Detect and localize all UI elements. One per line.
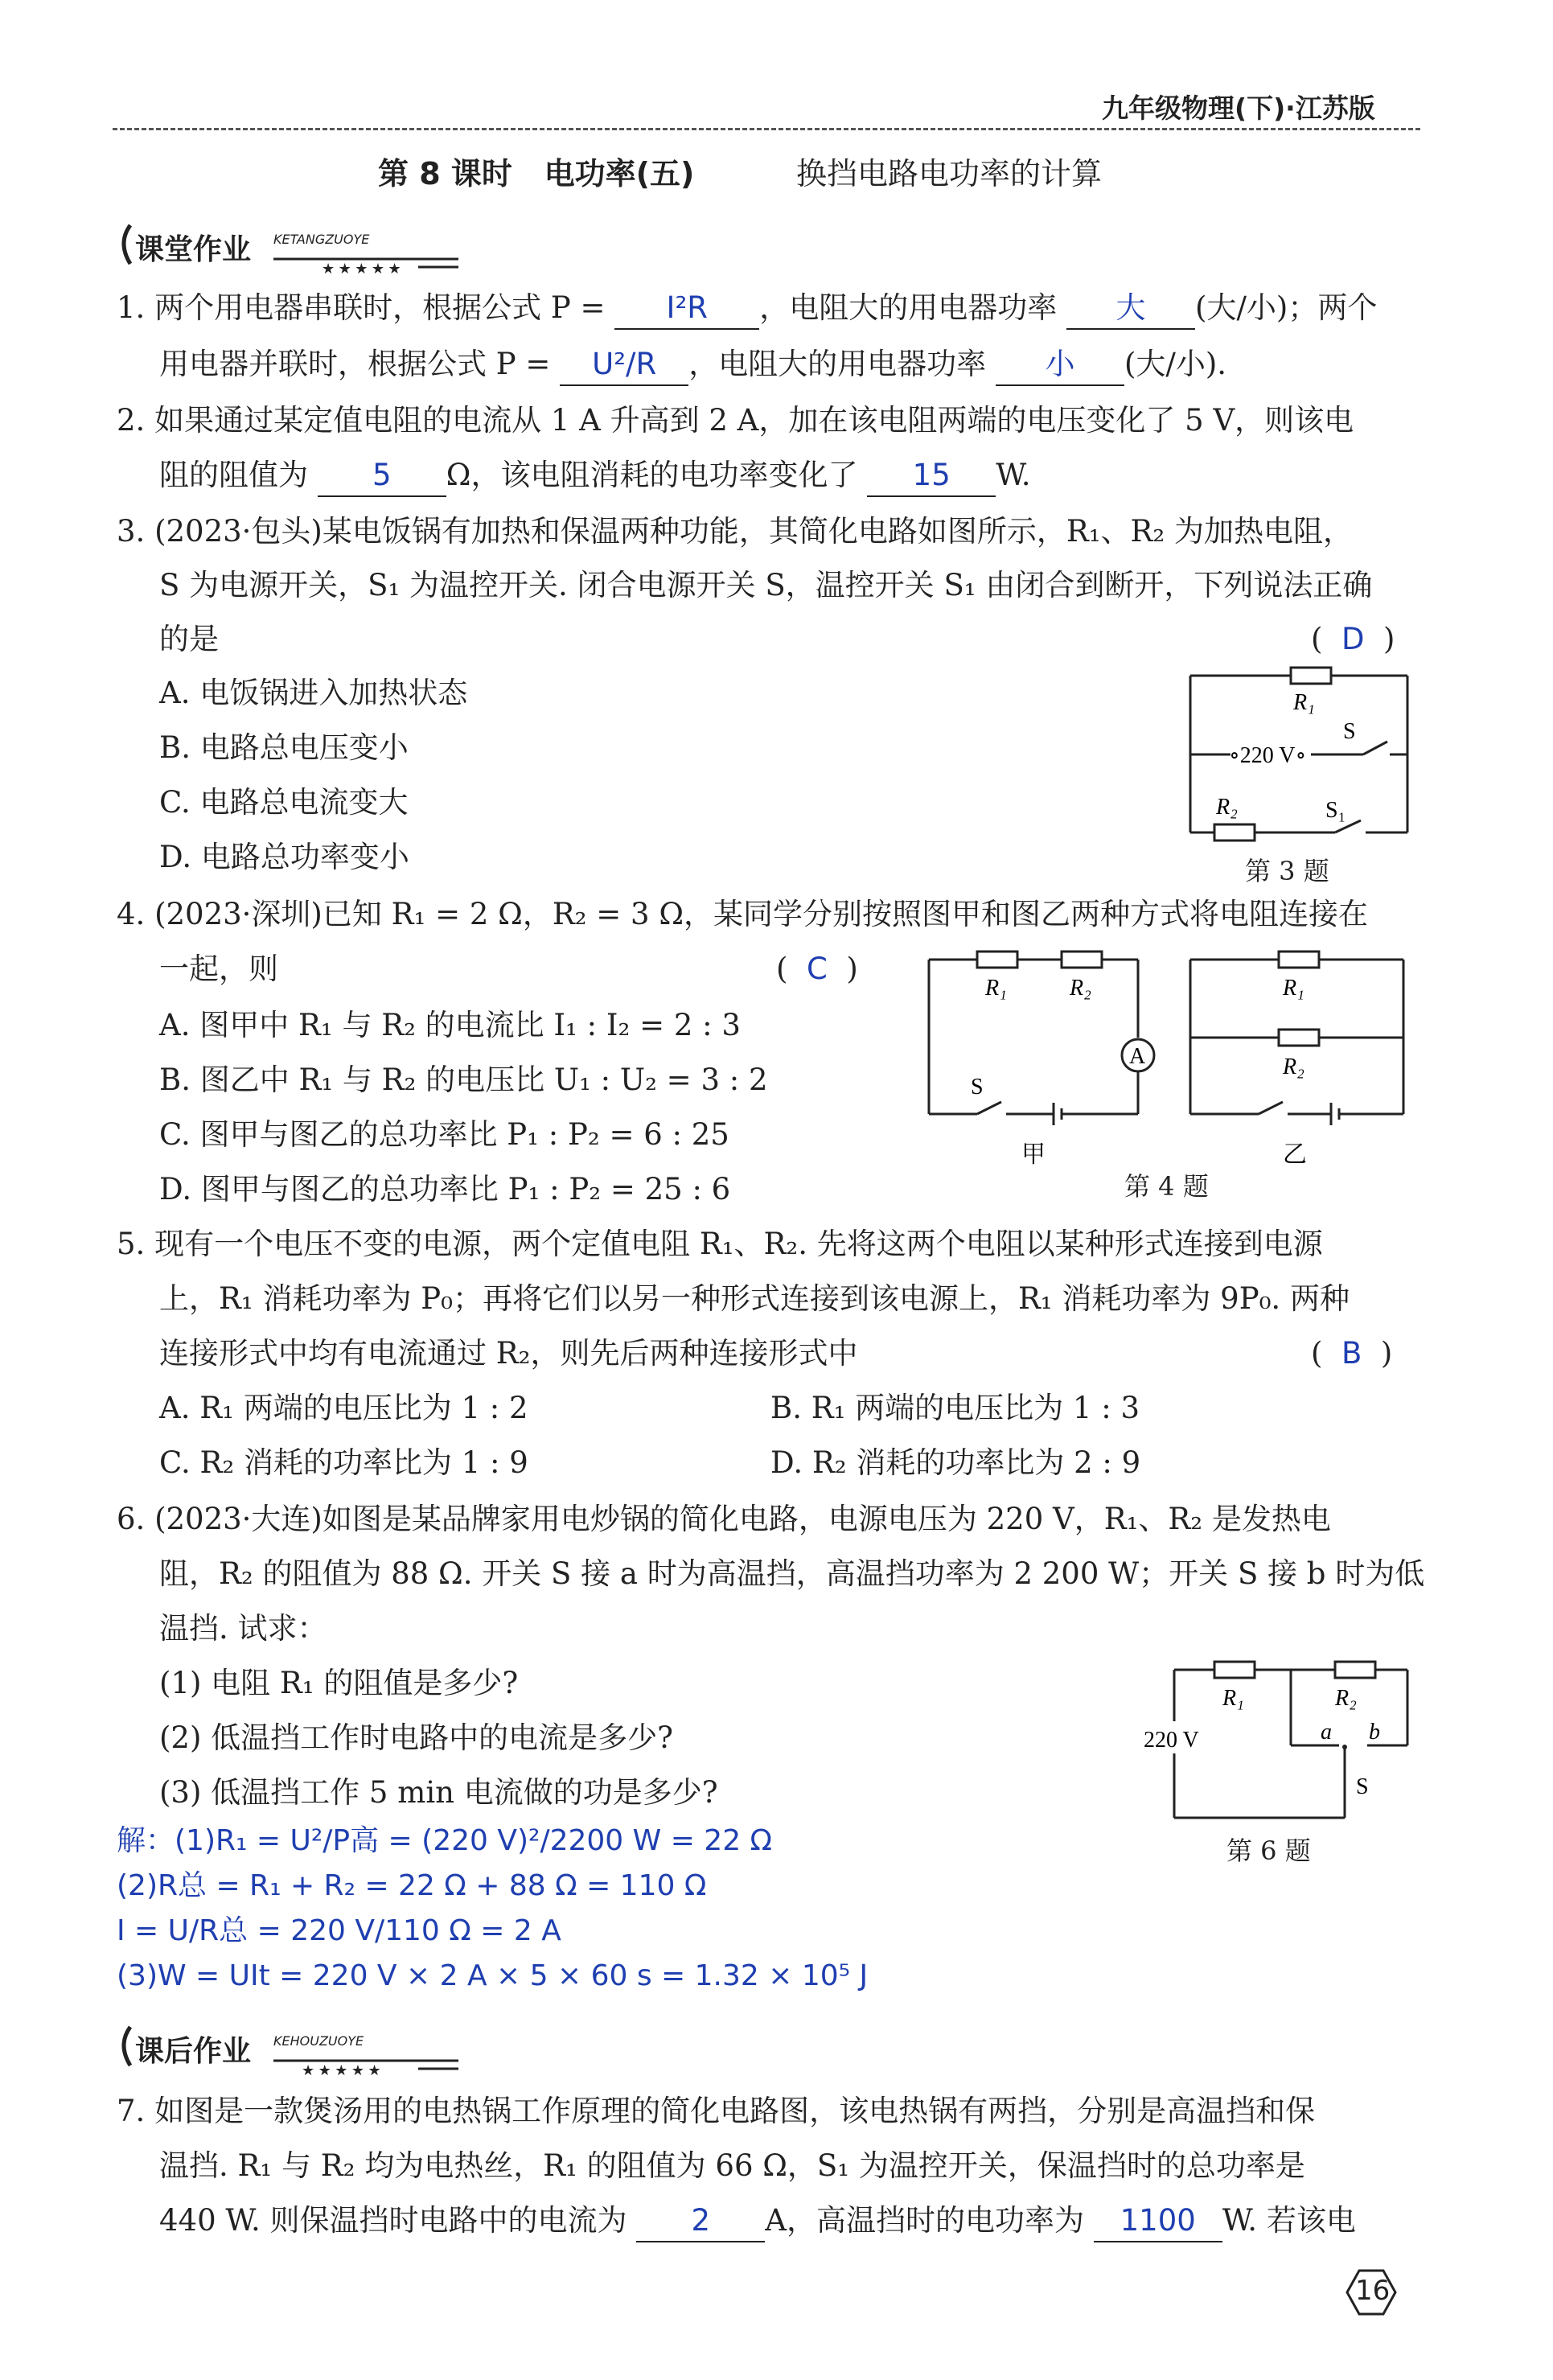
q1-blank1: I²R <box>614 288 759 330</box>
q6-solution-4: (3)W = UIt = 220 V × 2 A × 5 × 60 s = 1.32 × 10⁵ J <box>117 1959 869 1992</box>
homework-title: 课后作业 <box>135 2035 252 2068</box>
q2-blank1: 5 <box>318 455 446 497</box>
q6-fig-b: b <box>1369 1720 1380 1745</box>
q3-answer: ( D ) <box>1311 622 1395 656</box>
q6-sub3: (3) 低温挡工作 5 min 电流做的功是多少? <box>159 1775 718 1810</box>
q3-line3: 的是 <box>159 622 219 656</box>
book-title: 九年级物理(下)·江苏版 <box>1102 92 1375 124</box>
q6-sub2: (2) 低温挡工作时电路中的电流是多少? <box>159 1720 674 1755</box>
q5-answer: ( B ) <box>1311 1336 1393 1371</box>
q4-fig-yi-label: 乙 <box>1283 1141 1307 1168</box>
q6-fig-a: a <box>1321 1720 1332 1745</box>
q4-option-a: A. 图甲中 R₁ 与 R₂ 的电流比 I₁ : I₂ = 2 : 3 <box>159 1008 741 1042</box>
q6-fig-voltage: 220 V <box>1144 1728 1199 1753</box>
q7-line2: 温挡. R₁ 与 R₂ 均为电热丝，R₁ 的阻值为 66 Ω，S₁ 为温控开关，保温挡时的总功率是 <box>159 2148 1305 2183</box>
q3-fig-r2: R₂ <box>1216 795 1238 820</box>
q2-blank2: 15 <box>867 455 996 497</box>
q6-line2: 阻，R₂ 的阻值为 88 Ω. 开关 S 接 a 时为高温挡，高温挡功率为 2 200 W；开关 S 接 b 时为低 <box>159 1556 1425 1591</box>
q4-line2: 一起，则 <box>159 952 278 986</box>
lesson-title <box>378 149 694 193</box>
lesson-number: 第 8 课时 <box>378 156 512 191</box>
q4-fig-jia-label: 甲 <box>1021 1141 1046 1168</box>
q6-line1: 6. (2023·大连)如图是某品牌家用电炒锅的简化电路，电源电压为 220 V，R₁、R₂ 是发热电 <box>117 1502 1331 1536</box>
q1-line2: 用电器并联时，根据公式 P = U²/R ，电阻大的用电器功率 小 (大/小). <box>159 344 1226 386</box>
header-divider <box>113 128 1420 130</box>
classwork-badge <box>113 217 466 273</box>
q1-blank3: U²/R <box>560 344 688 386</box>
q3-line2: S 为电源开关，S₁ 为温控开关. 闭合电源开关 S，温控开关 S₁ 由闭合到断开，下列说法正确 <box>159 568 1373 602</box>
q7-blank2: 1100 <box>1094 2201 1222 2242</box>
q6-solution-1: 解：(1)R₁ = U²/P高 = (220 V)²/2200 W = 22 Ω <box>117 1824 773 1857</box>
q5-option-d: D. R₂ 消耗的功率比为 2 : 9 <box>770 1445 1141 1480</box>
q6-solution-2: (2)R总 = R₁ + R₂ = 22 Ω + 88 Ω = 110 Ω <box>117 1869 707 1902</box>
q3-fig-s: S <box>1343 719 1356 744</box>
lesson-name: 电功率(五) <box>544 156 695 191</box>
svg-text:★ ★ ★ ★ ★: ★ ★ ★ ★ ★ <box>322 261 401 273</box>
q3-fig-caption: 第 3 题 <box>1245 856 1329 886</box>
homework-pinyin: KEHOUZUOYE <box>273 2033 364 2049</box>
q6-sub1: (1) 电阻 R₁ 的阻值是多少? <box>159 1666 519 1700</box>
q4-circuit-jia <box>921 945 1162 1178</box>
q4-option-d: D. 图甲与图乙的总功率比 P₁ : P₂ = 25 : 6 <box>159 1172 731 1206</box>
q1-blank2: 大 <box>1066 288 1195 330</box>
q6-fig-s: S <box>1356 1774 1369 1799</box>
classwork-pinyin: KETANGZUOYE <box>273 232 370 247</box>
q4-fig-caption: 第 4 题 <box>1124 1171 1209 1202</box>
q6-line3: 温挡. 试求： <box>159 1611 327 1646</box>
q4-answer: ( C ) <box>776 952 858 986</box>
q1-line1: 1. 两个用电器串联时，根据公式 P = I²R ，电阻大的用电器功率 大 (大/小)；两个 <box>117 288 1377 330</box>
q5-line2: 上，R₁ 消耗功率为 P₀；再将它们以另一种形式连接到该电源上，R₁ 消耗功率为 9P₀. 两种 <box>159 1281 1350 1316</box>
q3-option-d: D. 电路总功率变小 <box>159 840 409 874</box>
q5-option-c: C. R₂ 消耗的功率比为 1 : 9 <box>159 1445 528 1480</box>
q6-circuit-diagram <box>1134 1657 1415 1834</box>
q5-line3: 连接形式中均有电流通过 R₂，则先后两种连接形式中 <box>159 1336 858 1371</box>
q7-line3: 440 W. 则保温挡时电路中的电流为 2 A，高温挡时的电功率为 1100 W. 若该电 <box>159 2201 1356 2242</box>
q6-fig-r2: R₂ <box>1335 1686 1357 1711</box>
q4-fig-yi-r1: R₁ <box>1283 976 1304 1001</box>
page-number: 16 <box>1355 2275 1391 2307</box>
q3-option-c: C. 电路总电流变大 <box>159 785 409 820</box>
q2-line1: 2. 如果通过某定值电阻的电流从 1 A 升高到 2 A，加在该电阻两端的电压变化了 5 V，则该电 <box>117 403 1354 438</box>
q4-option-b: B. 图乙中 R₁ 与 R₂ 的电压比 U₁ : U₂ = 3 : 2 <box>159 1063 768 1097</box>
q3-fig-s1: S₁ <box>1325 798 1346 823</box>
q2-line2: 阻的阻值为 5 Ω，该电阻消耗的电功率变化了 15 W. <box>159 455 1031 497</box>
q6-solution-3: I = U/R总 = 220 V/110 Ω = 2 A <box>117 1914 561 1947</box>
q1-blank4: 小 <box>996 344 1124 386</box>
q7-blank1: 2 <box>636 2201 765 2242</box>
q3-option-b: B. 电路总电压变小 <box>159 730 409 765</box>
classwork-title: 课堂作业 <box>135 233 252 266</box>
q5-line1: 5. 现有一个电压不变的电源，两个定值电阻 R₁、R₂. 先将这两个电阻以某种形式连接到电源 <box>117 1227 1323 1261</box>
q7-line1: 7. 如图是一款煲汤用的电热锅工作原理的简化电路图，该电热锅有两挡，分别是高温挡和保 <box>117 2094 1316 2128</box>
q3-fig-r1: R₁ <box>1293 690 1315 715</box>
q4-circuit-yi <box>1182 945 1415 1178</box>
q5-option-b: B. R₁ 两端的电压比为 1 : 3 <box>770 1391 1140 1425</box>
q6-fig-r1: R₁ <box>1222 1686 1244 1711</box>
lesson-topic: 换挡电路电功率的计算 <box>796 156 1103 191</box>
q4-fig-jia-r2: R₂ <box>1070 976 1091 1001</box>
q5-option-a: A. R₁ 两端的电压比为 1 : 2 <box>159 1391 528 1425</box>
ammeter-icon: A <box>1129 1044 1146 1069</box>
q4-line1: 4. (2023·深圳)已知 R₁ = 2 Ω，R₂ = 3 Ω，某同学分别按照图甲和图乙两种方式将电阻连接在 <box>117 897 1369 931</box>
q4-fig-yi-r2: R₂ <box>1283 1054 1304 1079</box>
q3-line1: 3. (2023·包头)某电饭锅有加热和保温两种功能，其简化电路如图所示，R₁、R₂ 为加热电阻， <box>117 514 1354 549</box>
q4-fig-jia-r1: R₁ <box>985 976 1007 1001</box>
homework-badge <box>113 2019 466 2075</box>
q3-fig-voltage: ∘220 V∘ <box>1229 743 1307 768</box>
q4-fig-s: S <box>971 1075 984 1100</box>
q6-fig-caption: 第 6 题 <box>1226 1835 1311 1866</box>
svg-text:★ ★ ★ ★ ★: ★ ★ ★ ★ ★ <box>302 2062 381 2075</box>
q3-option-a: A. 电饭锅进入加热状态 <box>159 676 468 710</box>
q4-option-c: C. 图甲与图乙的总功率比 P₁ : P₂ = 6 : 25 <box>159 1117 729 1152</box>
